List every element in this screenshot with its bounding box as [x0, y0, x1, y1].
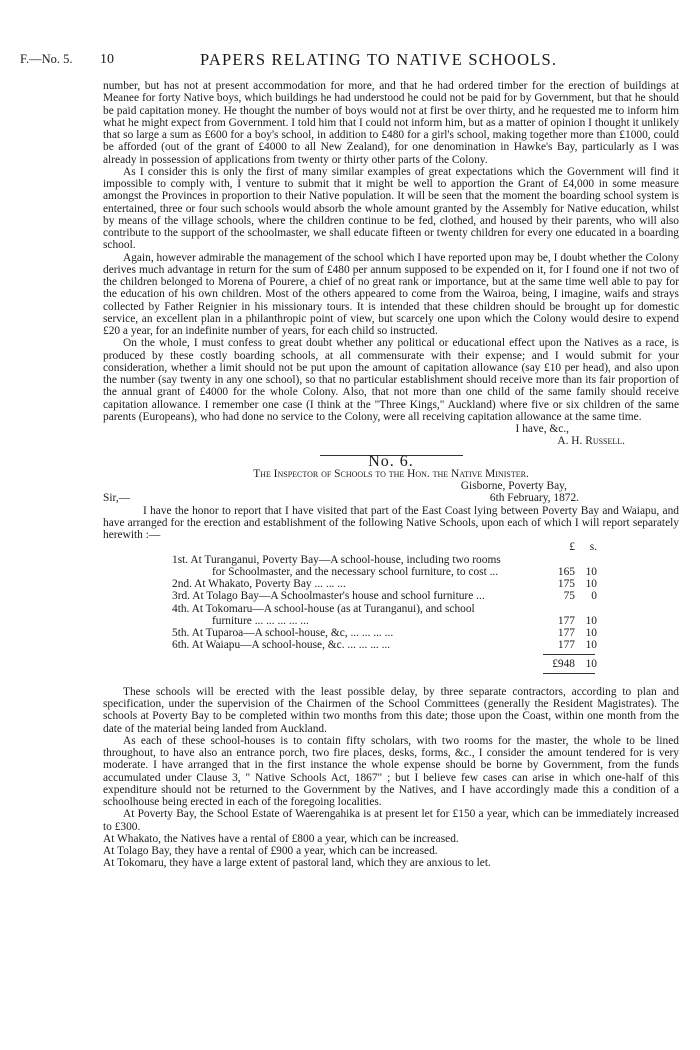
total-pounds: £948 — [552, 657, 575, 670]
item-label: 5th. At Tuparoa—A school-house, &c, ... ... ... ... — [172, 627, 394, 639]
paragraph: At Poverty Bay, the School Estate of Waerengahika is at present let for £150 a year, which can be immediately increased to £300. — [103, 808, 679, 833]
paragraph: These schools will be erected with the least possible delay, by three separate contractors, according to plan and specification, under the supervision of the Chairmen of the School Committees (generally the Resident Magistrates). The schools at Poverty Bay to be completed within two months from this date; those upon the Coast, within one month from the date of the material being landed from Auckland. — [103, 685, 679, 735]
address-line — [103, 480, 679, 492]
paragraph: number, but has not at present accommodation for more, and that he had ordered timber for the erection of buildings at Meanee for forty Native boys, which buildings he had understood he could not be paid for by Government, but that he should be paid capitation money. He thought the number of boys would not at first be over thirty, and he requested me to inform him what he might expect from Government. I told him that I could not inform him, but as a matter of opinion I thought it unlikely that so large a sum as £600 for a boy's school, in addition to £480 for a girl's school, making together more than £1000, could be afforded (out of the grant of £4000 to all New Zealand), for one denomination in Hawke's Bay, particularly as I was already in possession of applications from twenty or thirty other parts of the Colony. — [103, 80, 679, 166]
item-pounds: 75 — [563, 590, 575, 603]
page-title: PAPERS RELATING TO NATIVE SCHOOLS. — [200, 50, 558, 69]
section-subtitle: The Inspector of Schools to the Hon. the Native Minister. — [253, 467, 529, 480]
paragraph: At Tolago Bay, they have a rental of £900 a year, which can be increased. — [103, 845, 438, 857]
page-number: 10 — [100, 52, 114, 67]
item-label: for Schoolmaster, and the necessary school furniture, to cost ... — [212, 565, 499, 578]
paragraph: At Whakato, the Natives have a rental of £800 a year, which can be increased. — [103, 832, 459, 845]
item-shillings: 10 — [585, 627, 597, 639]
item-pounds — [545, 554, 575, 566]
item-pounds: 175 — [557, 578, 575, 590]
total-shillings: 10 — [585, 657, 597, 670]
running-header — [0, 52, 700, 72]
table-row — [172, 578, 597, 590]
item-shillings: 10 — [585, 639, 597, 652]
table-row — [172, 603, 597, 615]
table-row — [172, 639, 597, 651]
item-pounds: 165 — [557, 565, 575, 578]
item-pounds: 177 — [557, 614, 575, 627]
item-shillings: 10 — [585, 578, 597, 590]
section-number: No. 6. — [368, 452, 414, 470]
date-line — [103, 492, 679, 504]
signature: A. H. Russell. — [557, 435, 625, 448]
closing-line: I have, &c., — [515, 423, 569, 435]
item-shillings — [575, 603, 597, 615]
table-row — [172, 615, 597, 627]
table-row — [172, 627, 597, 639]
document-reference: F.—No. 5. — [20, 52, 73, 66]
total-row — [172, 655, 597, 670]
item-label: 3rd. At Tolago Bay—A Schoolmaster's house and school furniture ... — [172, 590, 485, 603]
shillings-header: s. — [589, 541, 597, 554]
table-row — [172, 566, 597, 578]
table-row — [172, 554, 597, 566]
paragraph: As I consider this is only the first of many similar examples of great expectations which the Government will find it impossible to comply with, I venture to submit that it might be well to apportion the Grant of £4,000 in some measure amongst the Provinces in proportion to their Native population. It will be seen that the moment the boarding school system is entertained, three or four such schools would absorb the whole amount granted by the Assembly for Native education, whilst by means of the village schools, where the children continue to be fed, clothed, and housed by their parents, who will also contribute to the support of the schoolmaster, we shall educate fifteen or twenty children for every one educated in a boarding school. — [103, 165, 679, 252]
paragraph: I have the honor to report that I have visited that part of the East Coast lying between Poverty Bay and Waiapu, and have arranged for the erection and establishment of the following Native Schools, upon each of which I will report separately herewith :— — [103, 504, 679, 541]
salutation: Sir,— — [103, 492, 131, 505]
pounds-header: £ — [569, 541, 575, 554]
cost-table — [172, 541, 597, 651]
paragraph: Again, however admirable the management of the school which I have reported upon may be, I doubt whether the Colony derives much advantage in return for the sum of £480 per annum supposed to be expended on it, for I found one if not two of the children belonged to Morena of Pourere, a chief of no great rank or importance, but at the same time well able to pay for the education of his own children. Most of the others appeared to come from the Wairoa, being, I imagine, waifs and strays collected by Father Reignier in his missionary tours. It is intended that these children should be brought up for domestic service, an excellent plan in a philanthropic point of view, but scarcely one upon which the Colony would desire to expend £20 a year, for an indefinite number of years, for each child so instructed. — [103, 251, 679, 337]
letter-date: 6th February, 1872. — [489, 492, 579, 505]
body-text — [103, 80, 679, 870]
paragraph: At Tokomaru, they have a large extent of pastoral land, which they are anxious to let. — [103, 857, 491, 870]
item-pounds: 177 — [557, 627, 575, 639]
place: Gisborne, Poverty Bay, — [460, 480, 567, 492]
cost-total — [172, 654, 597, 674]
item-shillings: 10 — [585, 565, 597, 578]
item-pounds — [545, 603, 575, 615]
paragraph: On the whole, I must confess to great doubt whether any political or educational effect upon the Natives as a race, is produced by these costly boarding schools, at all commensurate with their expense; and I would submit for your consideration, whether a limit should not be put upon the amount of capitation allowance (say £10 per head), and also upon the number (say twenty in any one school), so that no particular establishment should receive more than its fair proportion of the annual grant of £4000 for the whole Colony. Also, that not more than one child of the same family should receive capitation allowance. I remember one case (I think at the "Three Kings," Auckland) where five or six children of the same parents (Europeans), who had done no service to the Colony, were all receiving capitation allowance at the same time. — [103, 337, 679, 423]
item-shillings — [575, 554, 597, 566]
item-shillings: 0 — [591, 590, 597, 603]
item-pounds: 177 — [557, 639, 575, 652]
paragraph: As each of these school-houses is to contain fifty scholars, with two rooms for the master, the whole to be lined throughout, to have also an entrance porch, two fire places, desks, forms, &c., I consider the amount tendered for is very moderate. I have arranged that in the first instance the whole expense should be borne by Government, from the funds accumulated under Clause 3, " Native Schools Act, 1867" ; but I believe few cases can arise in which one-half of this expenditure should not be returned to the Government by the Natives, and I have accordingly made this a condition of a schoolhouse being erected in each of the foregoing localities. — [103, 734, 679, 808]
item-shillings: 10 — [585, 614, 597, 627]
item-label: furniture ... ... ... ... ... — [212, 614, 309, 627]
table-header — [172, 541, 597, 553]
item-label: 4th. At Tokomaru—A school-house (as at Turanganui), and school — [172, 602, 475, 615]
item-label: 1st. At Turanganui, Poverty Bay—A school-house, including two rooms — [172, 553, 501, 566]
item-label: 6th. At Waiapu—A school-house, &c. ... ... ... ... — [172, 639, 391, 652]
table-row — [172, 590, 597, 602]
item-label: 2nd. At Whakato, Poverty Bay ... ... ... — [172, 578, 346, 590]
